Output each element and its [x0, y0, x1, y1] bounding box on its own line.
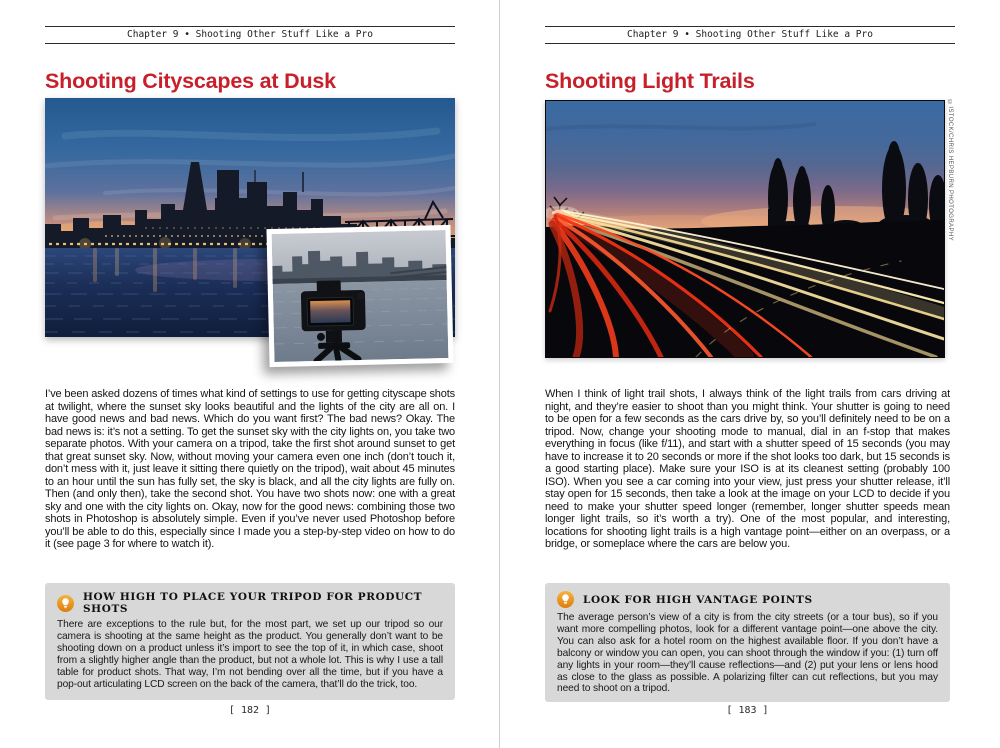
camera-on-tripod-inset-photo	[266, 225, 453, 367]
chapter-header: Chapter 9 • Shooting Other Stuff Like a Pro	[45, 26, 455, 44]
lightbulb-icon	[57, 595, 74, 612]
page-number: [ 183 ]	[726, 705, 769, 716]
tip-box	[45, 583, 455, 700]
tip-body: The average person’s view of a city is from the city streets (or a tour bus), so if you want more compelling photos, look for a different vantage point—one above the city. You can also ask for a hotel room on the highest available floor. If you don’t have a balcony or window you can open, you can shoot through the window if you: (1) turn off any lights in your room—they’ll cause reflections—and (2) put your lens or lens hood as close to the glass as possible. A polarizing filter can cut reflections, but you may need to shoot on a tripod.	[557, 612, 938, 695]
tip-body: There are exceptions to the rule but, for the most part, we set up our tripod so our camera is shooting at the same height as the product. You generally don’t want to be shooting down on a product unless it’s import to see the top of it, in which case, shoot from a slightly higher angle than the product, but not a whole lot. This is why I use a tall table for product shots. That way, I’m not bending over all the time, but if you have a pop-out articulating LCD screen on the back of the camera, that’ll do the trick, too.	[57, 619, 443, 690]
page-title: Shooting Cityscapes at Dusk	[45, 69, 336, 94]
page-title: Shooting Light Trails	[545, 69, 755, 94]
lightbulb-icon	[557, 591, 574, 608]
chapter-header: Chapter 9 • Shooting Other Stuff Like a Pro	[545, 26, 955, 44]
tip-box	[545, 583, 950, 702]
page-number: [ 182 ]	[228, 705, 272, 716]
light-trails-photo	[545, 100, 945, 358]
tip-title: HOW HIGH TO PLACE YOUR TRIPOD FOR PRODUCT SHOTS	[83, 591, 423, 615]
page-right	[500, 0, 1000, 748]
page-divider	[499, 0, 500, 748]
body-text: I’ve been asked dozens of times what kind of settings to use for getting cityscape shots at twilight, where the sunset sky looks beautiful and the lights of the city are all on. I have good news and bad news. Which do you want first? The bad news? Okay. The bad news is: it’s not a setting. To get the sunset sky with the city lights on, you take two separate photos. With your camera on a tripod, take the first shot around sunset to get that great sunset sky. Now, without moving your camera even one inch (don’t touch it, don’t mess with it, just leave it sitting there quietly on the tripod), wait about 45 minutes to an hour until the sun has fully set, the sky is black, and all the city lights are fully on. Then (and only then), take the second shot. You have two shots now: one with a great sky and one with the city lights on. Okay, now for the good news: combining those two shots in Photoshop is absolutely simple. Even if you’ve never used Photoshop before you’ll be able to do this, especially since I made you a step-by-step video on how to do it (see page 3 for where to watch it).	[45, 388, 455, 550]
tip-title: LOOK FOR HIGH VANTAGE POINTS	[583, 593, 813, 606]
body-text: When I think of light trail shots, I always think of the light trails from cars driving at night, and they’re easier to shoot than you might think. Your shutter is going to need to be open for a few seconds as the cars drive by, so you’ll definitely need to be on a tripod. Now, change your shooting mode to manual, dial in an f-stop that makes everything in focus (like f/11), and start with a shutter speed of 15 seconds (you may have to increase it to 20 seconds or more if the shot looks too dark, but 15 seconds is a good starting place). Make sure your ISO is at its cleanest setting (probably 100 ISO). When you see a car coming into your view, just press your shutter release, it’ll stay open for 15 seconds, then take a look at the image on your LCD to decide if you need to make your shutter speed longer (remember, longer shutter speeds mean longer light trails, so it’s worth a try). One of the most popular, and interesting, locations for shooting light trails is a high vantage point—either on an overpass, or a bridge, or someplace where the cars are below you.	[545, 388, 950, 550]
photo-credit: ©ISTOCK/CHRIS HEPBURN PHOTOGRAPHY	[947, 100, 953, 241]
